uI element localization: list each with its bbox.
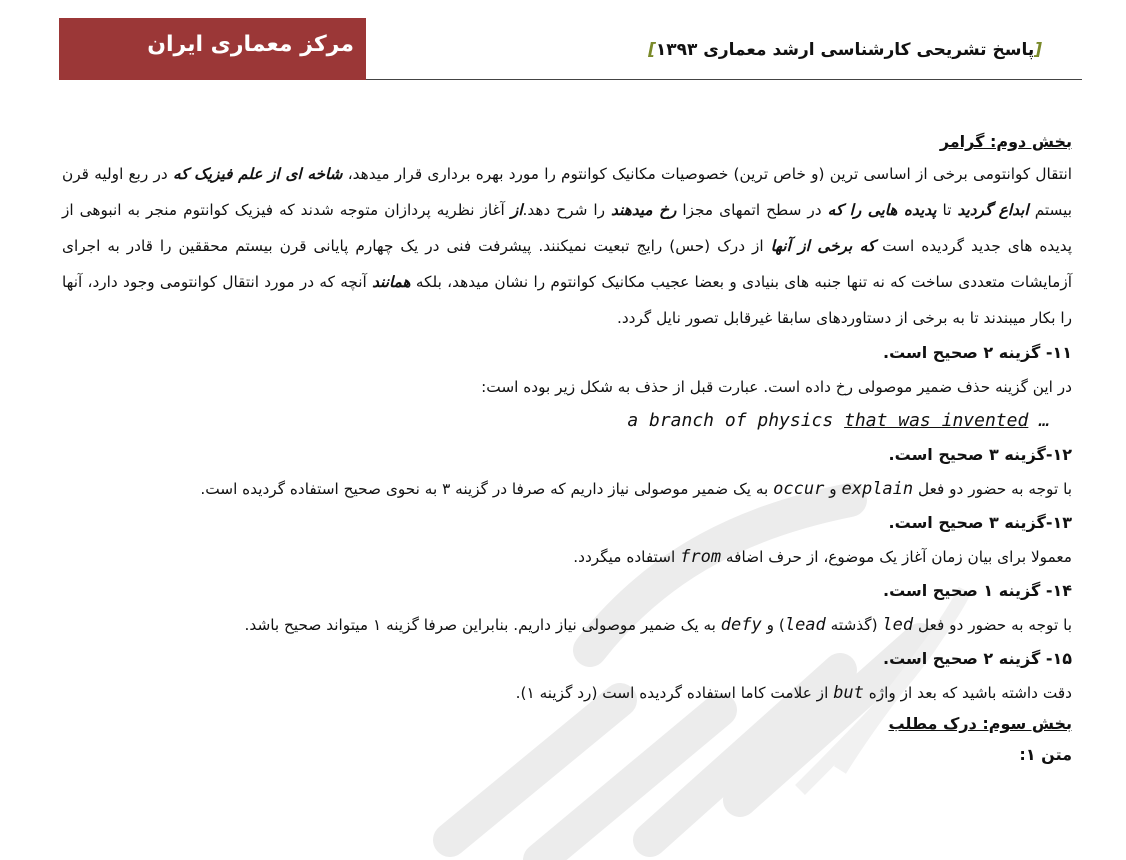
english-word: led: [882, 615, 914, 635]
section-reading-title: بخش سوم: درک مطلب: [888, 714, 1072, 733]
english-word: but: [833, 683, 864, 703]
text-run: با توجه به حضور دو فعل: [913, 616, 1072, 634]
text-run: به یک ضمیر موصولی نیاز داریم که صرفا در گزینه ۳ به نحوی صحیح استفاده گردیده است.: [200, 480, 774, 498]
answer-15-title: ۱۵- گزینه ۲ صحیح است.: [882, 649, 1072, 668]
example-ellipsis: …: [1028, 410, 1050, 431]
answer-13-title: ۱۳-گزینه ۳ صحیح است.: [888, 513, 1072, 532]
answer-15-text: [62, 676, 1072, 710]
title-bracket-open: [: [1034, 40, 1042, 60]
emphasis-run: ابداع گردید: [957, 201, 1029, 219]
text-run: آنچه که در مورد انتقال کوانتومی وجود دارد، آنها را بکار میبندند تا به برخی از دستاوردهای سابقا غیرقابل تصور نایل گردد.: [62, 273, 1072, 327]
answer-13-text: [62, 540, 1072, 574]
english-word: lead: [784, 615, 826, 635]
document-body: [62, 128, 1072, 772]
header-title: [648, 40, 1042, 60]
example-underlined: that was invented: [844, 410, 1029, 431]
answer-11-text: در این گزینه حذف ضمیر موصولی رخ داده است. عبارت قبل از حذف به شکل زیر بوده است:: [481, 378, 1072, 396]
english-word: occur: [773, 479, 825, 499]
text-run: در سطح اتمهای مجزا: [676, 201, 828, 219]
text-run: و: [824, 480, 842, 498]
example-text: a branch of physics: [627, 410, 845, 431]
emphasis-run: که برخی از آنها: [770, 237, 876, 255]
title-bracket-close: ]: [648, 40, 656, 60]
text-run: استفاده میگردد.: [573, 548, 681, 566]
answer-11-example: [62, 404, 1072, 438]
brand-name: مرکز معماری ایران: [147, 32, 354, 57]
text-run: تا: [936, 201, 958, 219]
text-run: (گذشته: [825, 616, 883, 634]
emphasis-run: رخ میدهند: [611, 201, 677, 219]
text-run: دقت داشته باشید که بعد از واژه: [863, 684, 1072, 702]
emphasis-run: همانند: [372, 273, 411, 291]
title-text: پاسخ تشریحی کارشناسی ارشد معماری ۱۳۹۳: [655, 40, 1035, 60]
text-run: ) و: [761, 616, 785, 634]
text-run: به یک ضمیر موصولی نیاز داریم. بنابراین صرفا گزینه ۱ میتواند صحیح باشد.: [244, 616, 721, 634]
header-divider: [366, 79, 1082, 80]
english-word: from: [680, 547, 722, 567]
answer-11-title: ۱۱- گزینه ۲ صحیح است.: [882, 343, 1072, 362]
answer-12-title: ۱۲-گزینه ۳ صحیح است.: [888, 445, 1072, 464]
english-word: explain: [841, 479, 914, 499]
text-run: معمولا برای بیان زمان آغاز یک موضوع، از حرف اضافه: [721, 548, 1072, 566]
text-run: را شرح دهد.: [522, 201, 612, 219]
text-run: از درک (حس) رایج تبعیت نمیکنند. پیشرفت فنی در یک چهارم پایانی قرن بیستم محققین را قادر به اجرای آزمایشات متعددی ساخت که نه تنها جنبه های بنیادی و بعضا عجیب مکانیک کوانتوم را نشان میدهد، بلکه: [62, 237, 1072, 291]
text-run: انتقال کوانتومی برخی از اساسی ترین (و خاص ترین) خصوصیات مکانیک کوانتوم را مورد بهره برداری قرار میدهد،: [342, 165, 1072, 183]
emphasis-run: شاخه ای از علم فیزیک که: [172, 165, 343, 183]
text-run: با توجه به حضور دو فعل: [913, 480, 1072, 498]
text-run: از علامت کاما استفاده گردیده است (رد گزینه ۱).: [515, 684, 834, 702]
text-1-label: متن ۱:: [1019, 745, 1072, 764]
text-run: در ربع اولیه قرن بیستم: [62, 165, 1073, 219]
text-run: آغاز نظریه پردازان متوجه شدند که فیزیک کوانتوم منجر به انبوهی از پدیده های جدید گردیده است: [62, 201, 1073, 255]
passage-paragraph: [62, 156, 1072, 336]
english-word: defy: [720, 615, 762, 635]
section-grammar-title: بخش دوم: گرامر: [939, 132, 1072, 151]
header-brand-band: [59, 18, 366, 80]
answer-12-text: [62, 472, 1072, 506]
answer-14-text: [62, 608, 1072, 642]
emphasis-run: پدیده هایی را که: [827, 201, 937, 219]
emphasis-run: از: [510, 201, 523, 219]
answer-14-title: ۱۴- گزینه ۱ صحیح است.: [882, 581, 1072, 600]
